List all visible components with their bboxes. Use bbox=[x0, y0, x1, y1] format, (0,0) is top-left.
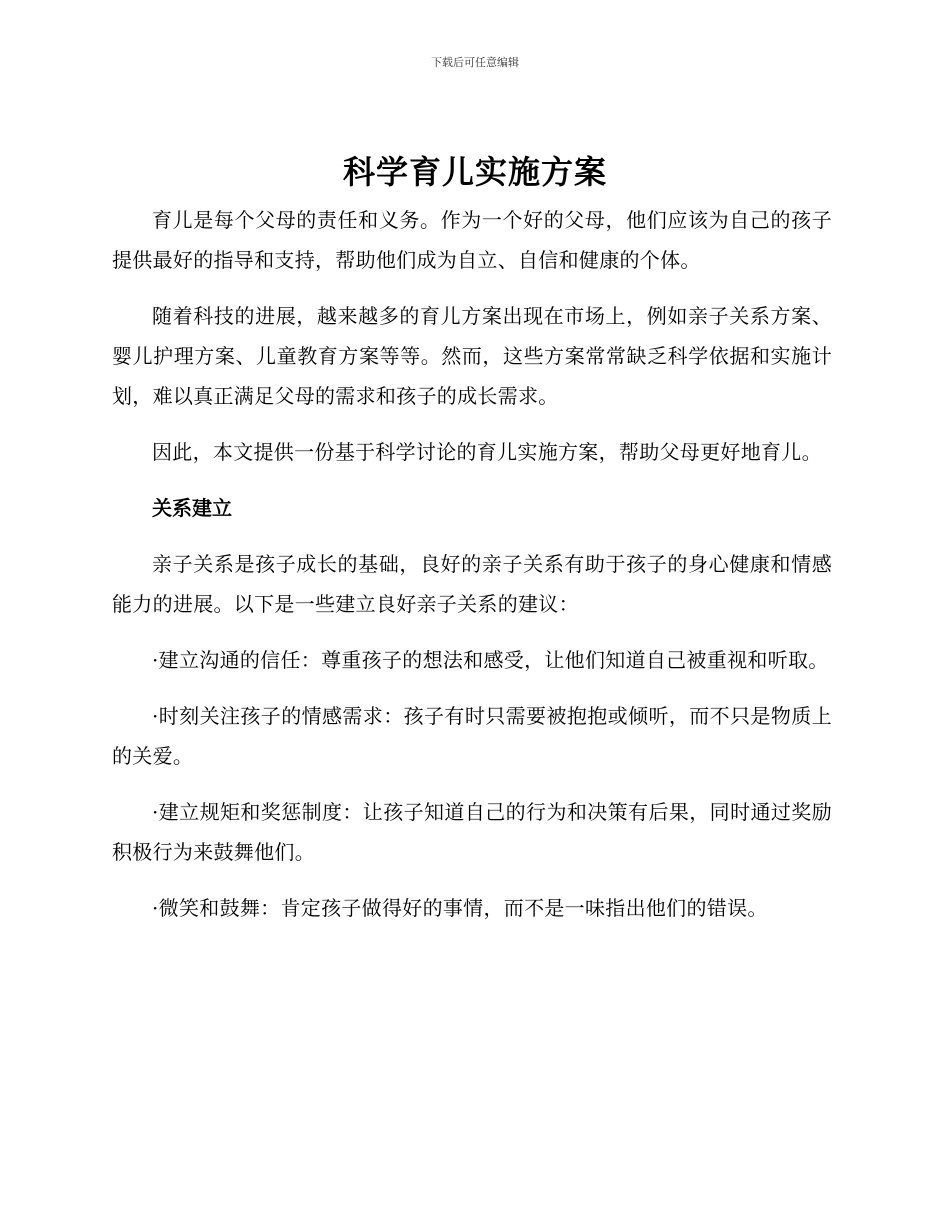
intro-paragraph-2: 随着科技的进展，越来越多的育儿方案出现在市场上，例如亲子关系方案、婴儿护理方案、儿童教育方案等等。然而，这些方案常常缺乏科学依据和实施计划，难以真正满足父母的需求和孩子的成长需求。 bbox=[112, 304, 832, 408]
intro-paragraph-3: 因此，本文提供一份基于科学讨论的育儿实施方案，帮助父母更好地育儿。 bbox=[152, 440, 822, 464]
bullet-text: 建立沟通的信任：尊重孩子的想法和感受，让他们知道自己被重视和听取。 bbox=[158, 648, 829, 672]
bullet-text: 微笑和鼓舞：肯定孩子做得好的事情，而不是一味指出他们的错误。 bbox=[158, 896, 768, 920]
bullet-mark: · bbox=[152, 648, 159, 672]
bullet-text: 时刻关注孩子的情感需求：孩子有时只需要被抱抱或倾听，而不只是物质上的关爱。 bbox=[112, 704, 832, 768]
bullet-item-1 bbox=[112, 640, 832, 680]
intro-paragraph-1: 育儿是每个父母的责任和义务。作为一个好的父母，他们应该为自己的孩子提供最好的指导和支持，帮助他们成为自立、自信和健康的个体。 bbox=[112, 208, 832, 272]
bullet-mark: · bbox=[152, 800, 159, 824]
bullet-mark: · bbox=[152, 896, 159, 920]
bullet-item-4 bbox=[112, 888, 832, 928]
section-lead-paragraph: 亲子关系是孩子成长的基础，良好的亲子关系有助于孩子的身心健康和情感能力的进展。以下是一些建立良好亲子关系的建议： bbox=[112, 552, 832, 616]
bullet-item-3 bbox=[112, 792, 832, 872]
document-title: 科学育儿实施方案 bbox=[342, 153, 607, 191]
document-body bbox=[112, 200, 832, 944]
bullet-mark: · bbox=[152, 704, 159, 728]
section-heading: 关系建立 bbox=[152, 496, 232, 520]
bullet-text: 建立规矩和奖惩制度：让孩子知道自己的行为和决策有后果，同时通过奖励积极行为来鼓舞他们。 bbox=[112, 800, 832, 864]
bullet-item-2 bbox=[112, 696, 832, 776]
header-note: 下载后可任意编辑 bbox=[431, 56, 519, 69]
